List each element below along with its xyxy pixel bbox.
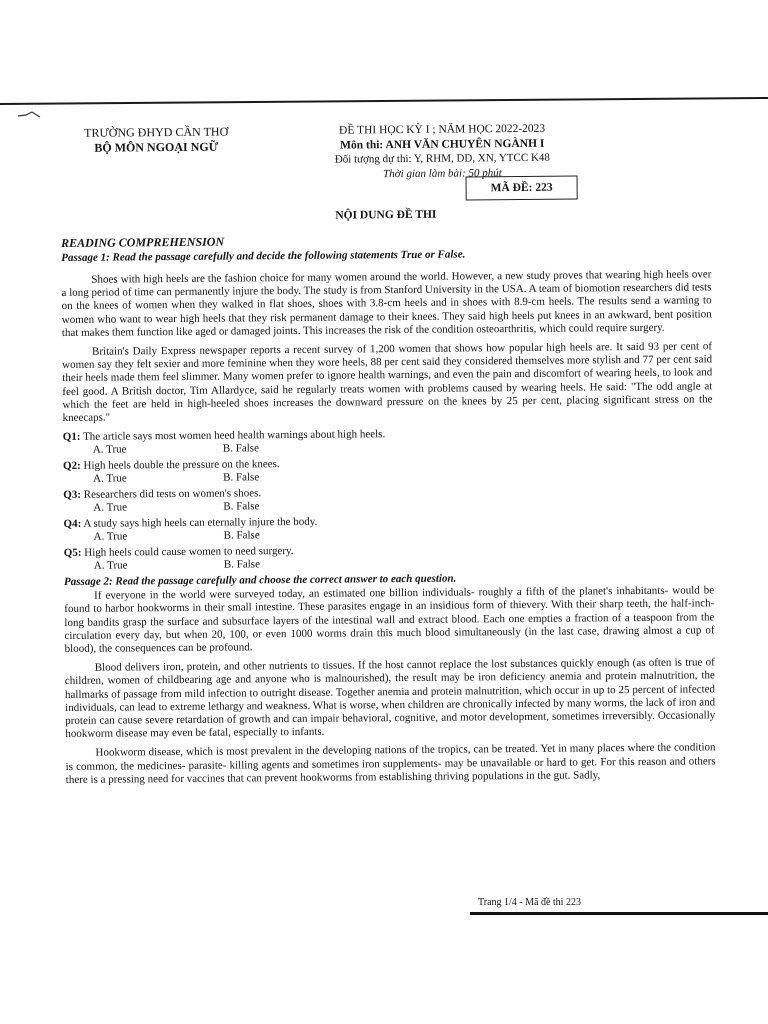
passage2-paragraph: If everyone in the world were surveyed today, an estimated one billion individuals- roughly a fifth of the planet's inhabitants- would be found to harbor hookworms in their small intestine. These parasites engage in an insidious form of thievery. With their sharp teeth, the half-inch-long bandits grasp the surface and subsurface layers of the intestinal wall and extract blood. Each one empties a fraction of a teaspoon from the circulation every day, but when 20, 100, or even 1000 worms drain this much blood simultaneously (in the last case, drawing almost a cup of blood), the consequences can be profound. xyxy=(64,584,715,656)
passage1-paragraph: Britain's Daily Express newspaper reports a recent survey of 1,200 women that shows how popular high heels are. It said 93 per cent of women say they felt sexier and more feminine when they wore heels, 88 per cent said they considered themselves more stylish and 77 per cent said their heels made them feel slimmer. Many women prefer to ignore health warnings, and even the pain and discomfort of wearing heels, to look and feel good. A British doctor, Tim Allardyce, said he regularly treats women with problems caused by wearing heels. He said: "The odd angle at which the feet are held in high-heeled shoes increases the downward pressure on the knees by 25 per cent, placing significant stress on the kneecaps." xyxy=(62,340,713,425)
option-a[interactable]: A. True xyxy=(93,472,127,485)
department-name: BỘ MÔN NGOẠI NGỮ xyxy=(94,139,219,155)
institution-block xyxy=(84,125,228,156)
page-footer: Trang 1/4 - Mã đề thi 223 xyxy=(478,897,581,908)
option-a[interactable]: A. True xyxy=(92,443,127,456)
question-text: High heels double the pressure on the knees. xyxy=(83,458,280,473)
passage1-paragraph: Shoes with high heels are the fashion choice for many women around the world. However, a new study proves that wearing high heels over a long period of time can permanently injure the body. The study is from Stanford University in the USA. A team of biomotion researchers did tests on the knees of women when they walked in flat shoes, shoes with 3.8-cm heels and in shoes with 8.9-cm heels. The results send a warning to women who want to wear high heels that they risk permanent damage to their knees. They said high heels put knees in an awkward, bent position that makes them function like aged or damaged joints. This increases the risk of the condition osteoarthritis, which could require surgery. xyxy=(61,268,712,339)
option-b[interactable]: B. False xyxy=(222,442,259,455)
question-number: Q2: xyxy=(62,460,81,473)
passage2-paragraph: Hookworm disease, which is most prevalent in the developing nations of the tropics, can be treated. Yet in many places where the condition is common, the medicines- parasite- killing agents and sometimes iron supplements- may be unavailable or hard to get. For this reason and others there is a pressing need for vaccines that can prevent hookworms from establishing thriving populations in the gut. Sadly, xyxy=(65,741,716,786)
question-text: The article says most women heed health warnings about high heels. xyxy=(83,428,386,444)
question-text: High heels could cause women to need surgery. xyxy=(84,545,294,560)
scan-mark xyxy=(16,110,42,120)
option-b[interactable]: B. False xyxy=(223,471,260,484)
top-rule xyxy=(0,97,768,105)
exam-target: Đối tượng dự thi: Y, RHM, DD, XN, YTCC K48 xyxy=(334,152,550,167)
question-q1 xyxy=(63,426,713,458)
bottom-rule xyxy=(470,912,768,915)
passage1-instruction: Passage 1: Read the passage carefully and decide the following statements True or False. xyxy=(61,248,466,264)
content-title: NỘI DUNG ĐỀ THI xyxy=(335,208,437,222)
exam-header xyxy=(60,114,711,204)
passage2-instruction: Passage 2: Read the passage carefully and choose the correct answer to each question. xyxy=(63,572,457,589)
option-b[interactable]: B. False xyxy=(223,500,260,513)
exam-content xyxy=(60,114,716,793)
question-q5 xyxy=(64,542,714,574)
passage2-paragraph: Blood delivers iron, protein, and other nutrients to tissues. If the host cannot replace the lost substances quickly enough (as often is true of children, women of childbearing age and anyone who is malnourished), the result may be iron deficiency anemia and protein malnutrition, the hallmarks of passage from mild infection to outright disease. Together anemia and protein malnutrition, which occur in up to 25 percent of infected individuals, can lead to extreme lethargy and weakness. What is worse, when children are chronically infected by many worms, the lack of iron and protein can cause severe retardation of growth and can impair behavioral, cognitive, and motor development, sometimes irreversibly. Occasionally hookworm disease may even be fatal, especially to infants. xyxy=(64,656,716,741)
question-q3 xyxy=(63,484,713,516)
question-number: Q3: xyxy=(63,489,82,502)
question-text: A study says high heels can eternally injure the body. xyxy=(83,516,318,531)
option-a[interactable]: A. True xyxy=(93,530,128,543)
section-title: READING COMPREHENSION xyxy=(61,234,225,250)
question-number: Q4: xyxy=(63,518,82,531)
option-a[interactable]: A. True xyxy=(93,559,128,572)
option-a[interactable]: A. True xyxy=(93,501,128,514)
question-number: Q5: xyxy=(63,547,82,560)
school-name: TRƯỜNG ĐHYD CẦN THƠ xyxy=(84,124,229,140)
option-b[interactable]: B. False xyxy=(223,558,261,571)
question-q2 xyxy=(63,455,713,487)
exam-info-block xyxy=(292,121,592,181)
exam-title: ĐỀ THI HỌC KỲ I ; NĂM HỌC 2022-2023 xyxy=(338,122,546,137)
exam-time: Thời gian làm bài: 50 phút xyxy=(383,166,502,180)
question-q4 xyxy=(63,513,713,545)
exam-code-box: MÃ ĐỀ: 223 xyxy=(466,175,578,200)
option-b[interactable]: B. False xyxy=(223,529,260,542)
exam-subject: Môn thi: ANH VĂN CHUYÊN NGÀNH I xyxy=(340,137,545,152)
question-text: Researchers did tests on women's shoes. xyxy=(83,487,262,502)
question-number: Q1: xyxy=(62,431,81,444)
